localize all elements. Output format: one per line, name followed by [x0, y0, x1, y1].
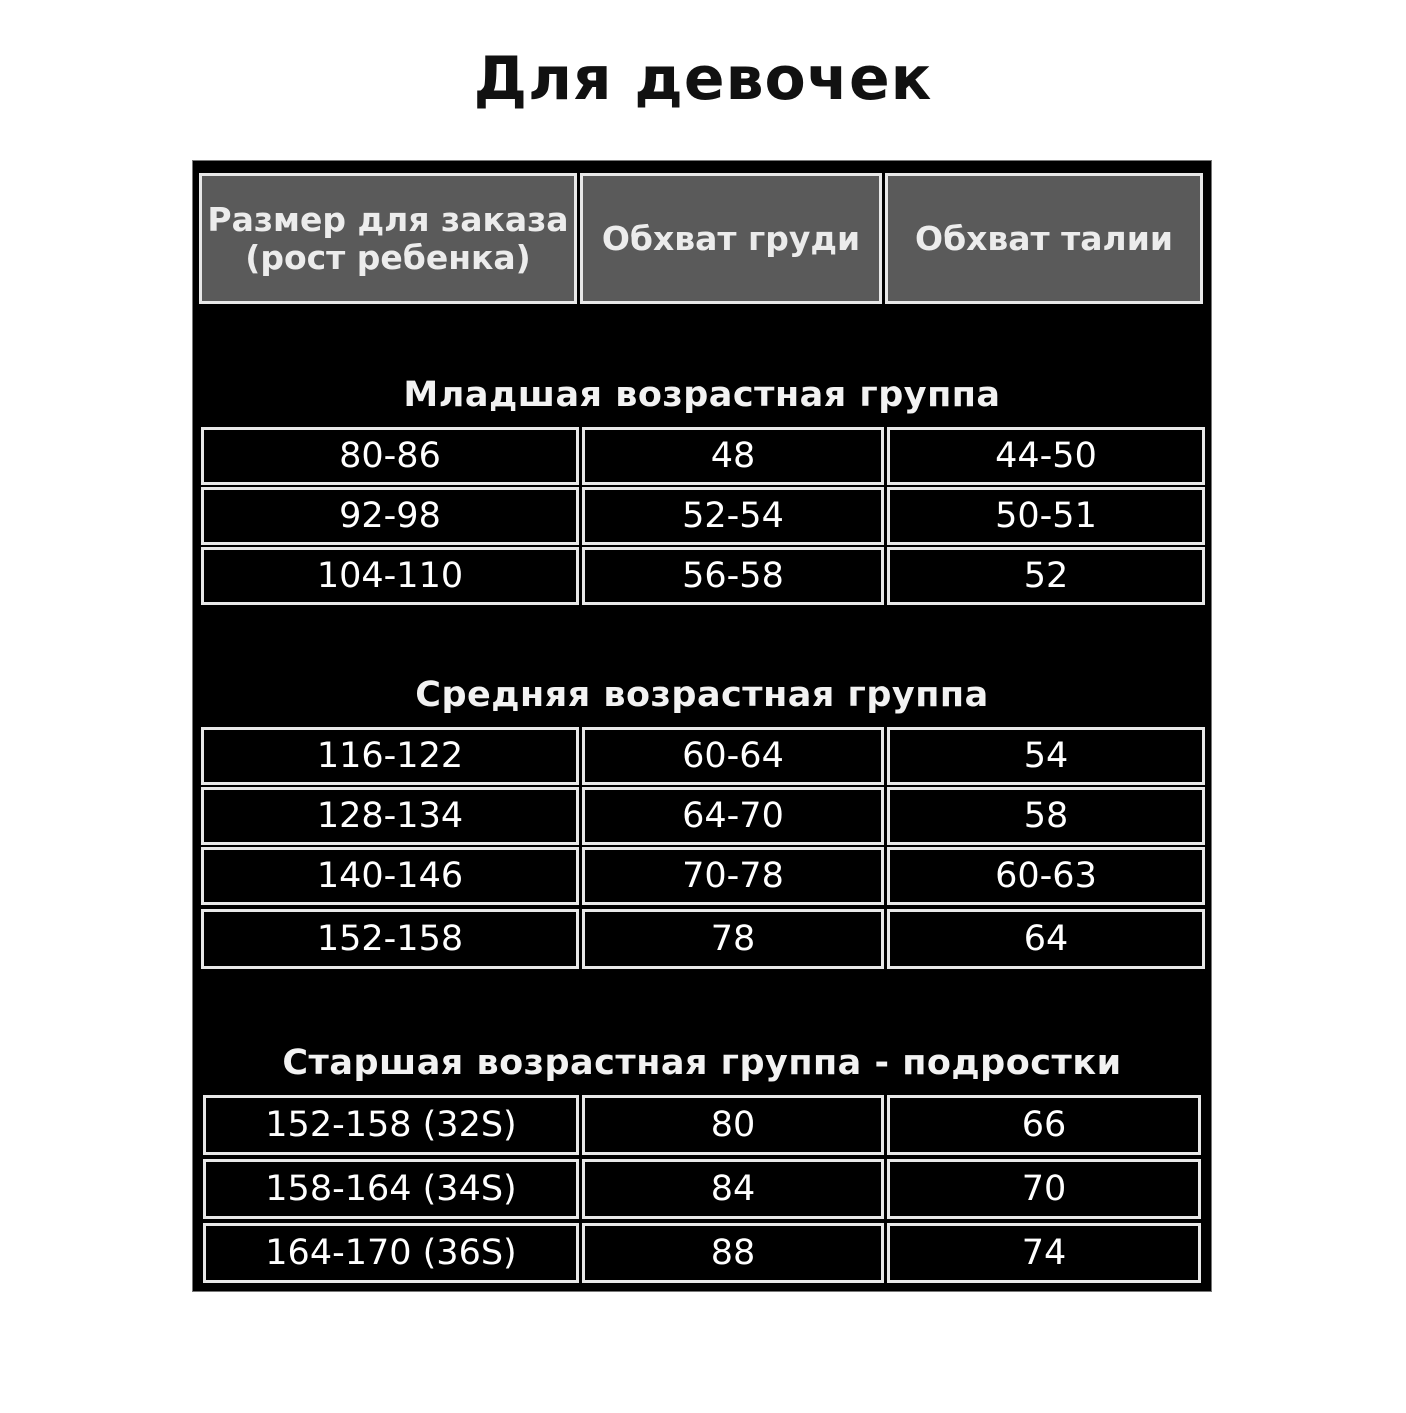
group-title-middle: Средняя возрастная группа [415, 675, 989, 715]
table-row [201, 487, 1205, 545]
chest-cell: 56-58 [582, 547, 884, 605]
waist-cell: 50-51 [887, 487, 1205, 545]
table-row [201, 847, 1205, 905]
chest-cell: 60-64 [582, 727, 884, 785]
table-header-row [199, 173, 1203, 304]
waist-cell: 64 [887, 909, 1205, 969]
header-chest-cell: Обхват груди [580, 173, 882, 304]
table-row [201, 787, 1205, 845]
group-title-senior: Старшая возрастная группа - подростки [282, 1043, 1122, 1083]
size-cell: 152-158 (32S) [203, 1095, 579, 1155]
chest-cell: 80 [582, 1095, 884, 1155]
chest-cell: 70-78 [582, 847, 884, 905]
size-cell: 104-110 [201, 547, 579, 605]
table-row [203, 1095, 1201, 1155]
waist-cell: 74 [887, 1223, 1201, 1283]
size-cell: 158-164 (34S) [203, 1159, 579, 1219]
waist-cell: 66 [887, 1095, 1201, 1155]
table-row [201, 427, 1205, 485]
chest-cell: 48 [582, 427, 884, 485]
size-cell: 116-122 [201, 727, 579, 785]
size-cell: 80-86 [201, 427, 579, 485]
table-row [203, 1159, 1201, 1219]
size-cell: 128-134 [201, 787, 579, 845]
waist-cell: 58 [887, 787, 1205, 845]
size-cell: 92-98 [201, 487, 579, 545]
waist-cell: 70 [887, 1159, 1201, 1219]
size-cell: 152-158 [201, 909, 579, 969]
chest-cell: 84 [582, 1159, 884, 1219]
size-table [192, 160, 1212, 1292]
size-cell: 140-146 [201, 847, 579, 905]
waist-cell: 54 [887, 727, 1205, 785]
table-row [201, 909, 1205, 969]
group-title-junior: Младшая возрастная группа [403, 375, 1001, 415]
page-title: Для девочек [473, 44, 933, 114]
table-row [201, 727, 1205, 785]
chest-cell: 52-54 [582, 487, 884, 545]
header-size-cell: Размер для заказа (рост ребенка) [199, 173, 577, 304]
waist-cell: 52 [887, 547, 1205, 605]
table-row [203, 1223, 1201, 1283]
size-cell: 164-170 (36S) [203, 1223, 579, 1283]
chest-cell: 78 [582, 909, 884, 969]
waist-cell: 60-63 [887, 847, 1205, 905]
chest-cell: 88 [582, 1223, 884, 1283]
waist-cell: 44-50 [887, 427, 1205, 485]
header-waist-cell: Обхват талии [885, 173, 1203, 304]
chest-cell: 64-70 [582, 787, 884, 845]
table-row [201, 547, 1205, 605]
